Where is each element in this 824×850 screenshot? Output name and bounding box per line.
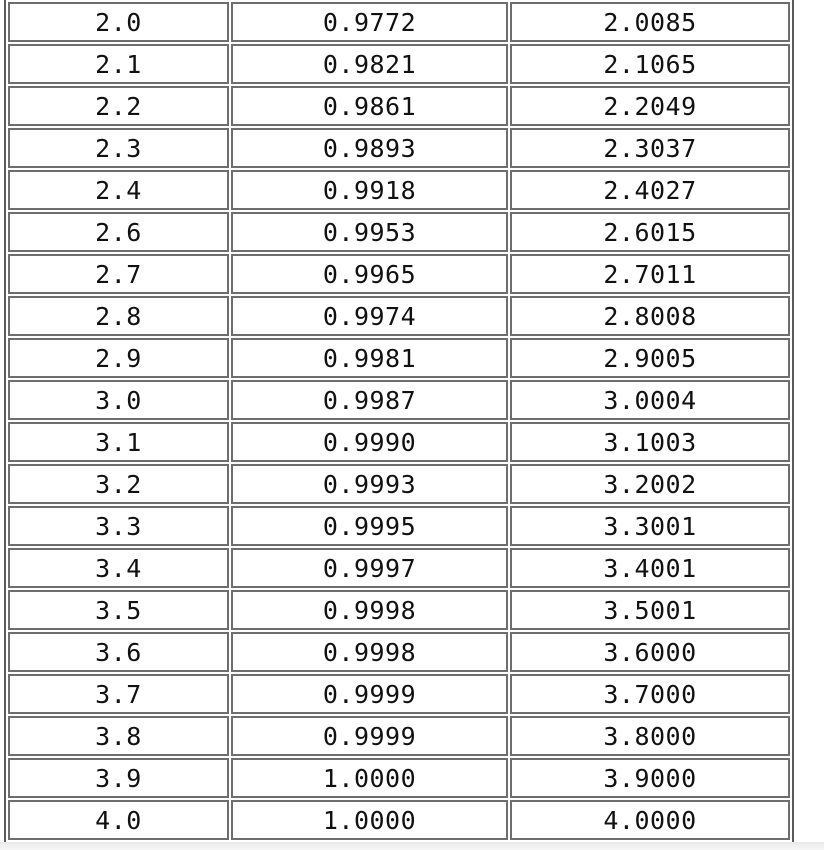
table-cell: 2.8 xyxy=(8,296,229,336)
table-row xyxy=(8,128,790,168)
table-cell: 4.0 xyxy=(8,800,229,840)
table-row xyxy=(8,590,790,630)
table-cell: 0.9987 xyxy=(231,380,508,420)
table-cell: 3.4 xyxy=(8,548,229,588)
table-cell: 3.9000 xyxy=(510,758,790,798)
table-row xyxy=(8,86,790,126)
page-bottom-edge xyxy=(0,842,824,850)
table-cell: 3.3001 xyxy=(510,506,790,546)
table-cell: 0.9998 xyxy=(231,632,508,672)
table-row xyxy=(8,758,790,798)
table-cell: 0.9981 xyxy=(231,338,508,378)
table-cell: 2.0 xyxy=(8,2,229,42)
table-row xyxy=(8,2,790,42)
data-table xyxy=(4,0,794,844)
table-cell: 0.9965 xyxy=(231,254,508,294)
table-cell: 2.1065 xyxy=(510,44,790,84)
table-cell: 0.9990 xyxy=(231,422,508,462)
table-cell: 2.7011 xyxy=(510,254,790,294)
table-row xyxy=(8,800,790,840)
table-cell: 2.8008 xyxy=(510,296,790,336)
table-cell: 3.7 xyxy=(8,674,229,714)
table-row xyxy=(8,422,790,462)
table-cell: 0.9999 xyxy=(231,674,508,714)
table-row xyxy=(8,44,790,84)
table-cell: 3.6000 xyxy=(510,632,790,672)
table-row xyxy=(8,212,790,252)
table-cell: 2.2049 xyxy=(510,86,790,126)
table-cell: 3.2002 xyxy=(510,464,790,504)
table-cell: 3.8000 xyxy=(510,716,790,756)
table-cell: 2.3 xyxy=(8,128,229,168)
table-row xyxy=(8,632,790,672)
table-row xyxy=(8,464,790,504)
table-row xyxy=(8,254,790,294)
table-row xyxy=(8,380,790,420)
table-cell: 2.3037 xyxy=(510,128,790,168)
table-cell: 0.9993 xyxy=(231,464,508,504)
table-row xyxy=(8,674,790,714)
table-cell: 0.9893 xyxy=(231,128,508,168)
table-cell: 0.9974 xyxy=(231,296,508,336)
table-cell: 0.9997 xyxy=(231,548,508,588)
table-row xyxy=(8,716,790,756)
table-cell: 0.9995 xyxy=(231,506,508,546)
table-row xyxy=(8,170,790,210)
data-table-container xyxy=(4,0,794,844)
table-cell: 4.0000 xyxy=(510,800,790,840)
table-cell: 3.1 xyxy=(8,422,229,462)
table-row xyxy=(8,296,790,336)
table-row xyxy=(8,548,790,588)
table-cell: 2.4027 xyxy=(510,170,790,210)
table-cell: 0.9821 xyxy=(231,44,508,84)
table-cell: 3.3 xyxy=(8,506,229,546)
table-cell: 2.4 xyxy=(8,170,229,210)
table-cell: 0.9999 xyxy=(231,716,508,756)
table-cell: 3.2 xyxy=(8,464,229,504)
table-cell: 0.9998 xyxy=(231,590,508,630)
table-cell: 2.2 xyxy=(8,86,229,126)
table-row xyxy=(8,338,790,378)
table-cell: 2.9 xyxy=(8,338,229,378)
table-cell: 0.9861 xyxy=(231,86,508,126)
table-cell: 0.9772 xyxy=(231,2,508,42)
table-row xyxy=(8,506,790,546)
table-cell: 1.0000 xyxy=(231,758,508,798)
table-cell: 3.6 xyxy=(8,632,229,672)
table-cell: 3.8 xyxy=(8,716,229,756)
table-cell: 0.9918 xyxy=(231,170,508,210)
table-cell: 3.7000 xyxy=(510,674,790,714)
table-body xyxy=(8,2,790,840)
table-cell: 2.0085 xyxy=(510,2,790,42)
table-cell: 3.4001 xyxy=(510,548,790,588)
table-cell: 1.0000 xyxy=(231,800,508,840)
table-cell: 3.9 xyxy=(8,758,229,798)
table-cell: 3.5 xyxy=(8,590,229,630)
table-cell: 2.7 xyxy=(8,254,229,294)
table-cell: 0.9953 xyxy=(231,212,508,252)
table-cell: 2.6 xyxy=(8,212,229,252)
table-cell: 2.1 xyxy=(8,44,229,84)
table-cell: 2.6015 xyxy=(510,212,790,252)
table-cell: 3.0 xyxy=(8,380,229,420)
table-cell: 2.9005 xyxy=(510,338,790,378)
table-cell: 3.0004 xyxy=(510,380,790,420)
table-cell: 3.5001 xyxy=(510,590,790,630)
table-cell: 3.1003 xyxy=(510,422,790,462)
